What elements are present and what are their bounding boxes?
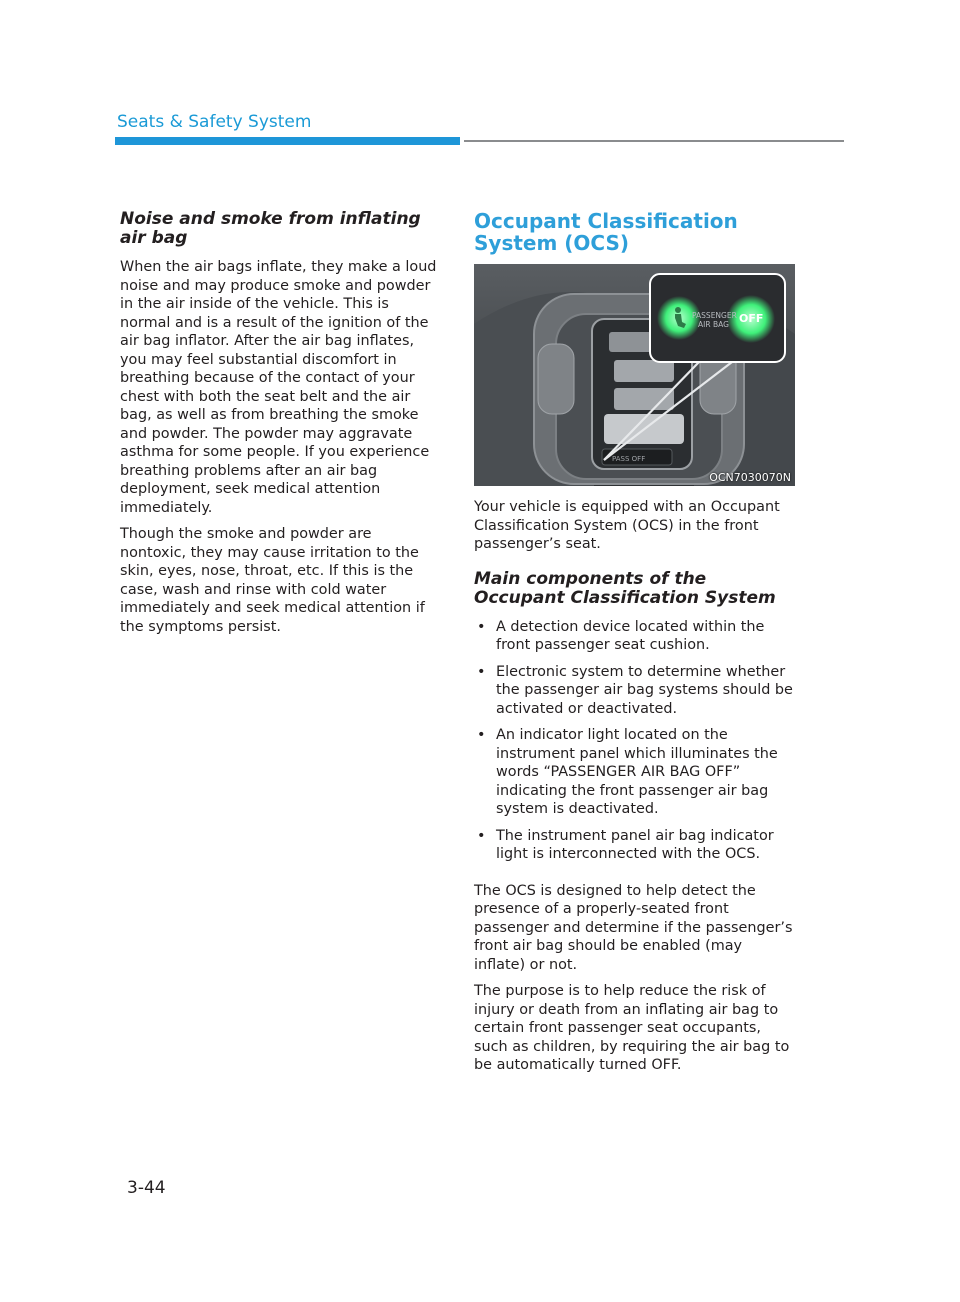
ocs-paragraph-2: The purpose is to help reduce the risk of injury or death from an inflating air bag to certain front passenger seat occupants, such as children, by requiring the air bag to be automatically turned OFF. xyxy=(474,983,790,1073)
callout-label xyxy=(692,311,737,329)
callout-label-line1: PASSENGER xyxy=(692,311,737,320)
list-item xyxy=(474,726,796,819)
bullet-dot: • xyxy=(477,827,486,844)
left-column xyxy=(120,210,440,644)
ocs-paragraph-1: The OCS is designed to help detect the presence of a properly-seated front passenger and determine if the passenger’s front air bag should be enabled (may inflate) or not. xyxy=(474,882,793,973)
callout-label-line2: AIR BAG xyxy=(698,320,729,329)
svg-text:PASS OFF: PASS OFF xyxy=(612,455,646,463)
figure-code: OCN7030070N xyxy=(709,471,791,484)
smoke-heading: Noise and smoke from inflating air bag xyxy=(120,209,421,248)
smoke-paragraph-1: When the air bags inflate, they make a loud noise and may produce smoke and powder in the air inside of the vehicle. This is normal and is a result of the ignition of the air bag inflator. After the air bag inflates, you may feel substantial discomfort in breathing because of the contact of your chest with both the seat belt and the air bag, as well as from breathing the smoke and powder. The powder may aggravate asthma for some people. If you experience breathing problems after an air bag deployment, seek medical attention immediately. xyxy=(120,259,437,516)
ocs-figure xyxy=(474,264,795,486)
list-item xyxy=(474,618,796,655)
list-item xyxy=(474,663,796,719)
bullet-dot: • xyxy=(477,663,486,680)
header-rule-accent xyxy=(115,137,460,145)
list-item-text: An indicator light located on the instrument panel which illuminates the words “PASSENGER AIR BAG OFF” indicating the front passenger air bag system is deactivated. xyxy=(496,727,778,817)
list-item-text: The instrument panel air bag indicator light is interconnected with the OCS. xyxy=(496,827,774,862)
off-indicator-text: OFF xyxy=(739,312,764,325)
ocs-intro: Your vehicle is equipped with an Occupant Classification System (OCS) in the front passenger’s seat. xyxy=(474,499,780,552)
overhead-console-illustration xyxy=(474,264,795,486)
list-item-text: Electronic system to determine whether the passenger air bag systems should be activated or deactivated. xyxy=(496,663,793,717)
components-list xyxy=(474,618,796,864)
section-title: Seats & Safety System xyxy=(117,112,312,132)
smoke-paragraph-2: Though the smoke and powder are nontoxic, they may cause irritation to the skin, eyes, nose, throat, etc. If this is the case, wash and rinse with cold water immediately and seek medical attention if the symptoms persist. xyxy=(120,526,425,635)
bullet-dot: • xyxy=(477,727,486,743)
list-item-text: A detection device located within the front passenger seat cushion. xyxy=(496,618,765,653)
ocs-heading: Occupant Classification System (OCS) xyxy=(474,209,738,255)
list-item xyxy=(474,827,796,864)
right-column xyxy=(474,210,796,1083)
header-rule-grey xyxy=(464,140,844,142)
page-number: 3-44 xyxy=(127,1178,166,1198)
components-heading: Main components of the Occupant Classification System xyxy=(474,568,776,608)
bullet-dot: • xyxy=(477,618,486,635)
